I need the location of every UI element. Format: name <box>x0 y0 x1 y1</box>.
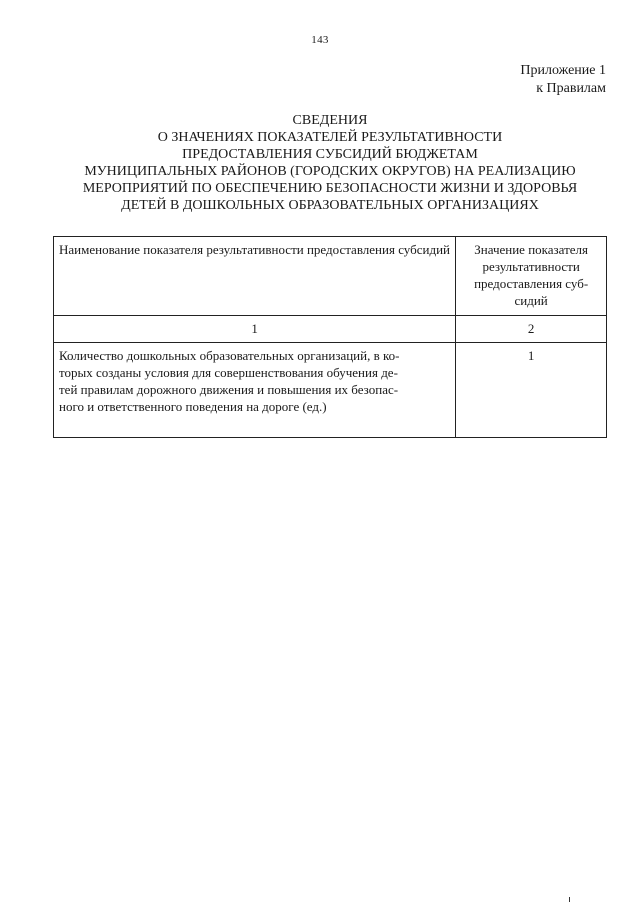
page-number: 143 <box>311 34 329 46</box>
header-value-line: сидий <box>514 293 548 308</box>
title-line: ДЕТЕЙ В ДОШКОЛЬНЫХ ОБРАЗОВАТЕЛЬНЫХ ОРГАНИЗАЦИЯХ <box>121 198 539 213</box>
scan-mark <box>569 897 570 902</box>
indicator-value-cell: 1 <box>456 343 607 438</box>
appendix-reference <box>520 62 606 98</box>
indicators-table <box>53 236 607 438</box>
title-line: О ЗНАЧЕНИЯХ ПОКАЗАТЕЛЕЙ РЕЗУЛЬТАТИВНОСТИ <box>157 130 503 145</box>
indicator-name-line: торых созданы условия для совершенствования обучения де- <box>59 365 398 380</box>
table-header-row <box>54 237 607 316</box>
header-value-line: предоставления суб- <box>474 276 589 291</box>
column-number-2: 2 <box>456 316 607 343</box>
header-value-line: Значение показателя <box>474 242 589 257</box>
title-line: МЕРОПРИЯТИЙ ПО ОБЕСПЕЧЕНИЮ БЕЗОПАСНОСТИ ЖИЗНИ И ЗДОРОВЬЯ <box>82 181 578 196</box>
indicator-name-line: ного и ответственного поведения на дороге (ед.) <box>59 399 327 414</box>
title-line: СВЕДЕНИЯ <box>292 113 368 128</box>
title-line: ПРЕДОСТАВЛЕНИЯ СУБСИДИЙ БЮДЖЕТАМ <box>182 147 478 162</box>
header-indicator-name: Наименование показателя результативности предоставления субсидий <box>54 237 456 316</box>
column-number-1: 1 <box>54 316 456 343</box>
indicator-name-cell <box>54 343 456 438</box>
document-title <box>50 112 610 214</box>
header-indicator-value <box>456 237 607 316</box>
appendix-rules-reference: к Правилам <box>536 81 606 96</box>
column-number-row <box>54 316 607 343</box>
table-row <box>54 343 607 438</box>
indicator-name-line: Количество дошкольных образовательных организаций, в ко- <box>59 348 400 363</box>
header-value-line: результативности <box>482 259 580 274</box>
title-line: МУНИЦИПАЛЬНЫХ РАЙОНОВ (ГОРОДСКИХ ОКРУГОВ) НА РЕАЛИЗАЦИЮ <box>84 164 576 179</box>
appendix-label: Приложение 1 <box>520 63 606 78</box>
indicator-name-line: тей правилам дорожного движения и повышения их безопас- <box>59 382 399 397</box>
